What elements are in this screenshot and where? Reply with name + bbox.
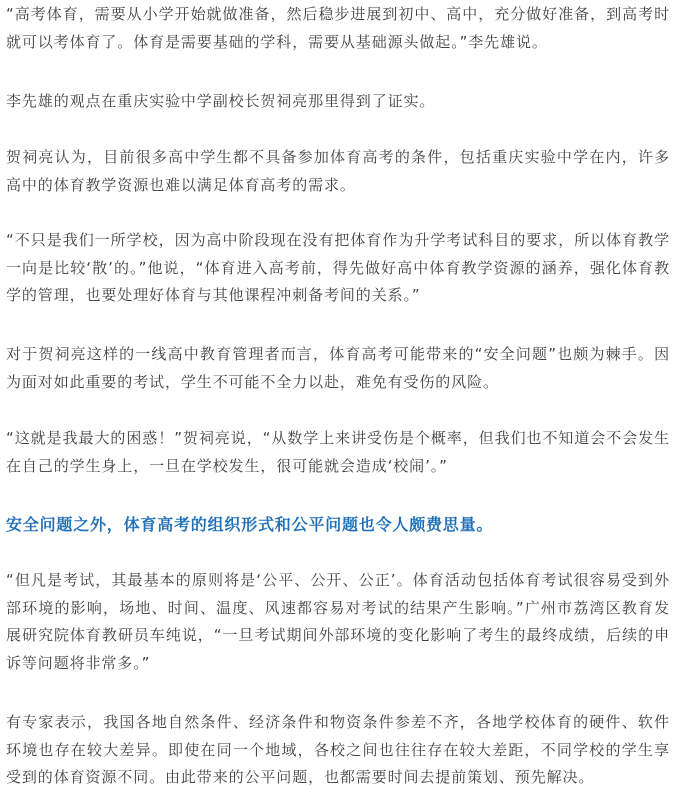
paragraph-fairness-principle: “但凡是考试，其最基本的原则将是‘公平、公开、公正’。体育活动包括体育考试很容易受到外部环境的影响，场地、时间、温度、风速都容易对考试的结果产生影响。”广州市荔湾区教育发展研究院体育教研员车纯说，“一旦考试期间外部环境的变化影响了考生的最终成绩，后续的申诉等问题将非常多。” xyxy=(6,571,670,672)
paragraph-confirmation: 李先雄的观点在重庆实验中学副校长贺祠亮那里得到了证实。 xyxy=(6,92,436,110)
paragraph-quote-li-xianxiong: “高考体育，需要从小学开始就做准备，然后稳步进展到初中、高中，充分做好准备，到高考时就可以考体育了。体育是需要基础的学科，需要从基础源头做起。”李先雄说。 xyxy=(6,5,670,51)
section-subheading: 安全问题之外，体育高考的组织形式和公平问题也令人颇费思量。 xyxy=(6,515,494,534)
paragraph-he-ciliang-quote: “不只是我们一所学校，因为高中阶段现在没有把体育作为升学考试科目的要求，所以体育教学一向是比较‘散’的。”他说，“体育进入高考前，得先做好高中体育教学资源的涵养，强化体育教学的管理，也要处理好体育与其他课程冲刺备考间的关系。” xyxy=(6,231,670,304)
paragraph-expert-opinion: 有专家表示，我国各地自然条件、经济条件和物资条件参差不齐，各地学校体育的硬件、软件环境也存在较大差异。即使在同一个地域，各校之间也往往存在较大差距，不同学校的学生享受到的体育资源不同。由此带来的公平问题，也都需要时间去提前策划、预先解决。 xyxy=(6,713,670,786)
paragraph-biggest-confusion: “这就是我最大的困惑！”贺祠亮说，“从数学上来讲受伤是个概率，但我们也不知道会不会发生在自己的学生身上，一旦在学校发生，很可能就会造成‘校闹’。” xyxy=(6,429,670,475)
paragraph-he-ciliang-view: 贺祠亮认为，目前很多高中学生都不具备参加体育高考的条件，包括重庆实验中学在内，许多高中的体育教学资源也难以满足体育高考的需求。 xyxy=(6,148,670,194)
paragraph-safety-issue: 对于贺祠亮这样的一线高中教育管理者而言，体育高考可能带来的“安全问题”也颇为棘手。因为面对如此重要的考试，学生不可能不全力以赴，难免有受伤的风险。 xyxy=(6,345,670,391)
